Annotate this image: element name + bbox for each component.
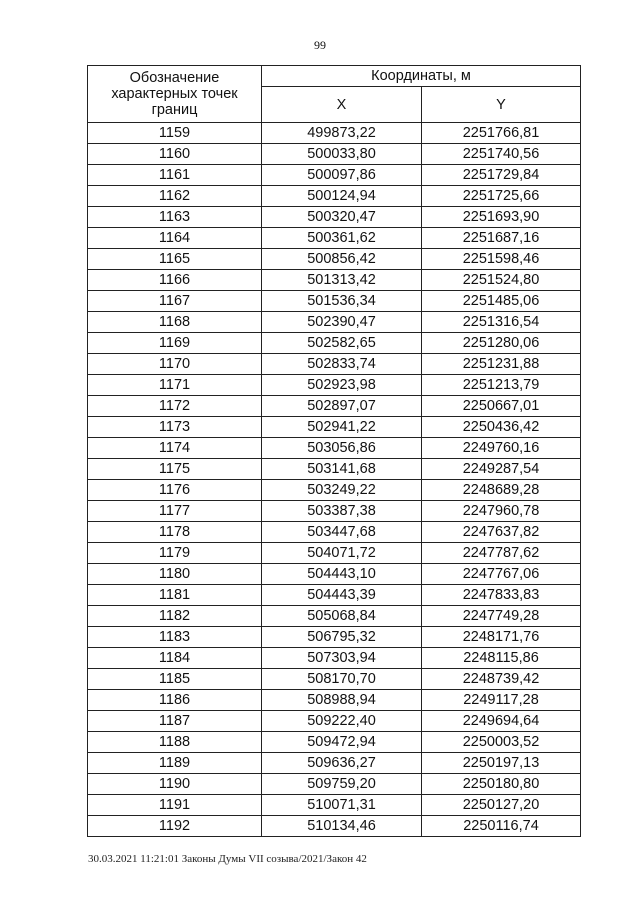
cell-coord-y: 2251485,06 [422, 291, 581, 312]
table-row [88, 774, 581, 795]
cell-coord-y: 2251231,88 [422, 354, 581, 375]
cell-coord-x: 507303,94 [262, 648, 422, 669]
cell-point-id: 1191 [88, 795, 262, 816]
table-row [88, 144, 581, 165]
cell-point-id: 1181 [88, 585, 262, 606]
cell-point-id: 1164 [88, 228, 262, 249]
cell-coord-x: 501313,42 [262, 270, 422, 291]
cell-point-id: 1162 [88, 186, 262, 207]
table-row [88, 459, 581, 480]
table-row [88, 396, 581, 417]
cell-point-id: 1170 [88, 354, 262, 375]
cell-point-id: 1184 [88, 648, 262, 669]
table-row [88, 606, 581, 627]
cell-coord-y: 2249760,16 [422, 438, 581, 459]
cell-coord-x: 509759,20 [262, 774, 422, 795]
table-row [88, 522, 581, 543]
cell-coord-y: 2249694,64 [422, 711, 581, 732]
table-row [88, 270, 581, 291]
cell-point-id: 1176 [88, 480, 262, 501]
cell-coord-x: 500320,47 [262, 207, 422, 228]
header-point-designation: Обозначение характерных точек границ [88, 66, 262, 123]
cell-coord-x: 501536,34 [262, 291, 422, 312]
cell-point-id: 1172 [88, 396, 262, 417]
cell-coord-x: 503141,68 [262, 459, 422, 480]
cell-point-id: 1186 [88, 690, 262, 711]
table-header [88, 66, 581, 123]
cell-point-id: 1192 [88, 816, 262, 837]
table-row [88, 564, 581, 585]
cell-point-id: 1161 [88, 165, 262, 186]
table-body [88, 123, 581, 837]
table-row [88, 543, 581, 564]
cell-coord-x: 500097,86 [262, 165, 422, 186]
cell-coord-x: 509222,40 [262, 711, 422, 732]
cell-coord-x: 505068,84 [262, 606, 422, 627]
cell-coord-y: 2247833,83 [422, 585, 581, 606]
header-x: X [262, 87, 422, 123]
cell-coord-y: 2251316,54 [422, 312, 581, 333]
cell-coord-x: 504071,72 [262, 543, 422, 564]
cell-point-id: 1182 [88, 606, 262, 627]
cell-coord-y: 2251598,46 [422, 249, 581, 270]
cell-coord-y: 2250127,20 [422, 795, 581, 816]
cell-point-id: 1188 [88, 732, 262, 753]
table-row [88, 333, 581, 354]
cell-coord-y: 2251725,66 [422, 186, 581, 207]
cell-point-id: 1163 [88, 207, 262, 228]
cell-coord-x: 509472,94 [262, 732, 422, 753]
table-row [88, 375, 581, 396]
table-row [88, 249, 581, 270]
cell-coord-y: 2251729,84 [422, 165, 581, 186]
cell-point-id: 1179 [88, 543, 262, 564]
cell-point-id: 1175 [88, 459, 262, 480]
cell-point-id: 1173 [88, 417, 262, 438]
header-coordinates: Координаты, м [262, 66, 581, 87]
cell-coord-y: 2248115,86 [422, 648, 581, 669]
table-row [88, 669, 581, 690]
cell-coord-y: 2247749,28 [422, 606, 581, 627]
table-row [88, 795, 581, 816]
cell-coord-x: 500124,94 [262, 186, 422, 207]
cell-coord-x: 502390,47 [262, 312, 422, 333]
table-row [88, 228, 581, 249]
page-number: 99 [314, 38, 326, 52]
cell-point-id: 1185 [88, 669, 262, 690]
cell-coord-x: 503249,22 [262, 480, 422, 501]
table-row [88, 312, 581, 333]
cell-coord-y: 2247767,06 [422, 564, 581, 585]
cell-point-id: 1180 [88, 564, 262, 585]
cell-point-id: 1187 [88, 711, 262, 732]
cell-coord-y: 2250197,13 [422, 753, 581, 774]
cell-coord-y: 2248739,42 [422, 669, 581, 690]
table-row [88, 123, 581, 144]
table-row [88, 585, 581, 606]
cell-coord-x: 509636,27 [262, 753, 422, 774]
cell-coord-x: 510071,31 [262, 795, 422, 816]
table-row [88, 165, 581, 186]
table-row [88, 816, 581, 837]
cell-coord-y: 2250667,01 [422, 396, 581, 417]
cell-coord-x: 504443,10 [262, 564, 422, 585]
cell-point-id: 1169 [88, 333, 262, 354]
cell-coord-x: 503447,68 [262, 522, 422, 543]
cell-coord-y: 2249287,54 [422, 459, 581, 480]
cell-coord-x: 508988,94 [262, 690, 422, 711]
cell-coord-y: 2250180,80 [422, 774, 581, 795]
cell-coord-y: 2249117,28 [422, 690, 581, 711]
cell-coord-x: 502923,98 [262, 375, 422, 396]
cell-point-id: 1168 [88, 312, 262, 333]
cell-coord-y: 2251213,79 [422, 375, 581, 396]
header-y: Y [422, 87, 581, 123]
cell-coord-x: 508170,70 [262, 669, 422, 690]
cell-coord-x: 503056,86 [262, 438, 422, 459]
cell-coord-y: 2250436,42 [422, 417, 581, 438]
table-row [88, 291, 581, 312]
cell-point-id: 1165 [88, 249, 262, 270]
cell-coord-y: 2248689,28 [422, 480, 581, 501]
cell-coord-y: 2247787,62 [422, 543, 581, 564]
cell-coord-y: 2250116,74 [422, 816, 581, 837]
table-row [88, 354, 581, 375]
cell-point-id: 1171 [88, 375, 262, 396]
cell-point-id: 1174 [88, 438, 262, 459]
cell-coord-x: 504443,39 [262, 585, 422, 606]
cell-point-id: 1183 [88, 627, 262, 648]
table-row [88, 711, 581, 732]
cell-point-id: 1159 [88, 123, 262, 144]
cell-coord-x: 499873,22 [262, 123, 422, 144]
cell-coord-y: 2251693,90 [422, 207, 581, 228]
cell-point-id: 1167 [88, 291, 262, 312]
cell-coord-x: 502897,07 [262, 396, 422, 417]
table-row [88, 186, 581, 207]
cell-coord-y: 2251766,81 [422, 123, 581, 144]
cell-point-id: 1166 [88, 270, 262, 291]
cell-coord-y: 2248171,76 [422, 627, 581, 648]
cell-coord-x: 502833,74 [262, 354, 422, 375]
document-footer: 30.03.2021 11:21:01 Законы Думы VII созыва/2021/Закон 42 [88, 853, 367, 865]
cell-coord-y: 2251687,16 [422, 228, 581, 249]
cell-point-id: 1190 [88, 774, 262, 795]
cell-point-id: 1189 [88, 753, 262, 774]
cell-coord-y: 2251740,56 [422, 144, 581, 165]
cell-coord-y: 2247960,78 [422, 501, 581, 522]
cell-point-id: 1177 [88, 501, 262, 522]
cell-point-id: 1160 [88, 144, 262, 165]
cell-coord-x: 503387,38 [262, 501, 422, 522]
cell-coord-x: 502582,65 [262, 333, 422, 354]
table-row [88, 690, 581, 711]
table-row [88, 417, 581, 438]
table-row [88, 480, 581, 501]
cell-coord-y: 2247637,82 [422, 522, 581, 543]
table-row [88, 501, 581, 522]
cell-coord-x: 500033,80 [262, 144, 422, 165]
table-row [88, 438, 581, 459]
table-row [88, 207, 581, 228]
cell-coord-x: 502941,22 [262, 417, 422, 438]
cell-coord-y: 2251524,80 [422, 270, 581, 291]
table-row [88, 753, 581, 774]
cell-coord-x: 506795,32 [262, 627, 422, 648]
cell-coord-x: 500856,42 [262, 249, 422, 270]
coordinates-table [87, 65, 581, 837]
cell-point-id: 1178 [88, 522, 262, 543]
cell-coord-y: 2250003,52 [422, 732, 581, 753]
cell-coord-x: 510134,46 [262, 816, 422, 837]
cell-coord-y: 2251280,06 [422, 333, 581, 354]
table-row [88, 732, 581, 753]
table-row [88, 648, 581, 669]
table-row [88, 627, 581, 648]
cell-coord-x: 500361,62 [262, 228, 422, 249]
